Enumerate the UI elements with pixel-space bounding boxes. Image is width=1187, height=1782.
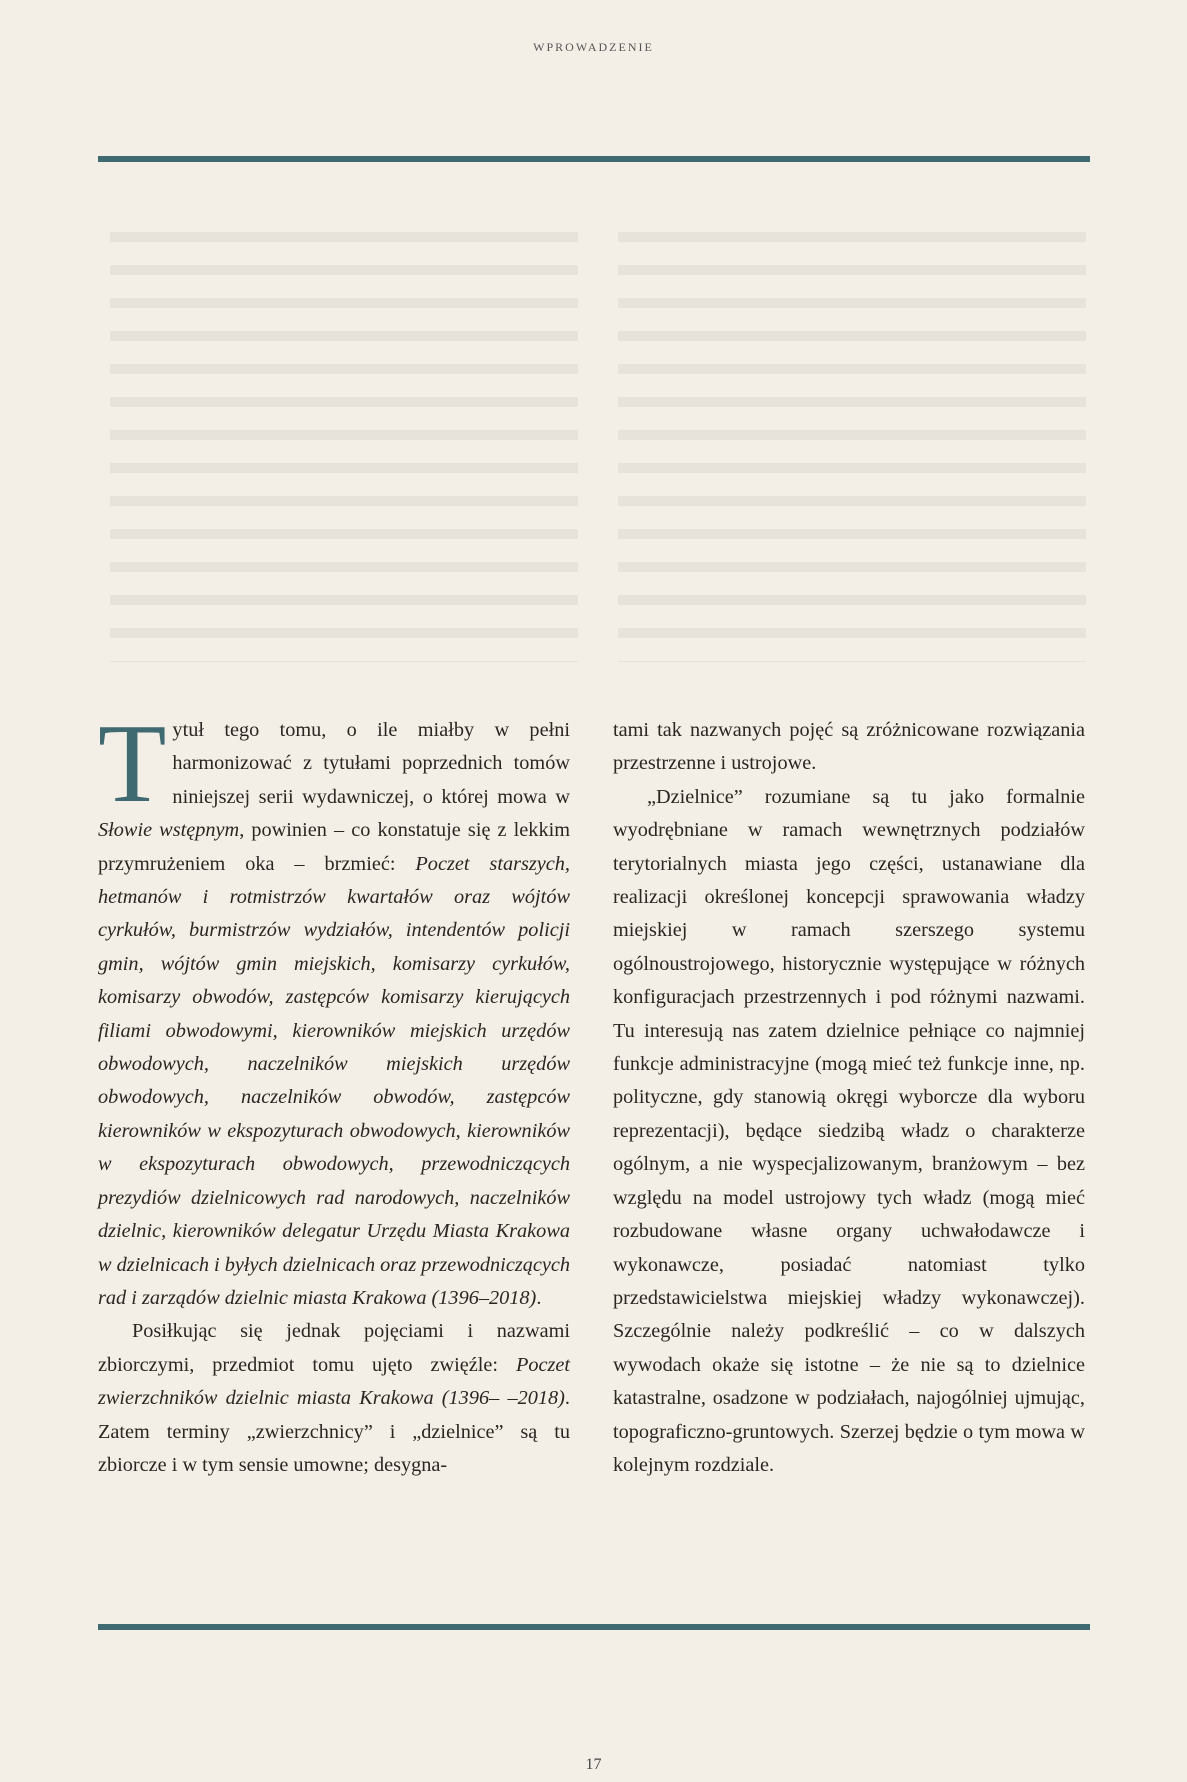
drop-cap: T: [98, 702, 167, 826]
p1-mid: , powinien – co konstatuje się z lekkim przymrużeniem oka – brzmieć:: [98, 819, 570, 875]
p1-end: .: [536, 1286, 542, 1309]
top-rule: [98, 156, 1090, 162]
p1-text: ytuł tego tomu, o ile miałby w pełni harmonizować z tytułami poprzednich tomów niniejszej serii wydawniczej, o której mowa w: [172, 719, 570, 808]
running-head: WPROWADZENIE: [533, 40, 654, 54]
right-column: [613, 714, 1085, 1482]
left-column: [98, 702, 570, 1482]
p2-italic-title: Poczet zwierzchników dzielnic miasta Krakowa (1396– –2018): [98, 1353, 570, 1410]
bottom-rule: [98, 1624, 1090, 1630]
p1-italic-title: Słowie wstępnym: [98, 819, 240, 842]
paragraph-1: [98, 702, 570, 1315]
bleed-through-left: [110, 232, 578, 662]
p2-start: Posiłkując się jednak pojęciami i nazwami zbiorczymi, przedmiot tomu ujęto zwięźle:: [98, 1320, 570, 1376]
p2-end: . Zatem terminy „zwierzchnicy” i „dzielnice” są tu zbiorcze i w tym sensie umowne; desygna-: [98, 1387, 570, 1476]
paragraph-3: tami tak nazwanych pojęć są zróżnicowane rozwiązania przestrzenne i ustrojowe.: [613, 719, 1085, 775]
p1-italic-long-title: Poczet starszych, hetmanów i rotmistrzów kwartałów oraz wójtów cyrkułów, burmistrzów wydziałów, intendentów policji gmin, wójtów gmin miejskich, komisarzy cyrkułów, komisarzy obwodów, zastępców komisarzy kierujących filiami obwodowymi, kierowników miejskich urzędów obwodowych, naczelników miejskich urzędów obwodowych, naczelników obwodów, zastępców kierowników w ekspozyturach obwodowych, kierowników w ekspozyturach obwodowych, przewodniczących prezydiów dzielnicowych rad narodowych, naczelników dzielnic, kierowników delegatur Urzędu Miasta Krakowa w dzielnicach i byłych dzielnicach oraz przewodniczących rad i zarządów dzielnic miasta Krakowa (1396–2018): [98, 852, 570, 1309]
paragraph-4: „Dzielnice” rozumiane są tu jako formalnie wyodrębniane w ramach wewnętrznych podziałów terytorialnych miasta jego części, ustanawiane dla realizacji określonej koncepcji sprawowania władzy miejskiej w ramach szerszego systemu ogólnoustrojowego, historycznie występujące w różnych konfiguracjach przestrzennych i pod różnymi nazwami. Tu interesują nas zatem dzielnice pełniące co najmniej funkcje administracyjne (mogą mieć też funkcje inne, np. polityczne, gdy stanowią okręgi wyborcze dla wyboru reprezentacji), będące siedzibą władz o charakterze ogólnym, a nie wyspecjalizowanym, branżowym – bez względu na model ustrojowy tych władz (mogą mieć rozbudowane własne organy uchwałodawcze i wykonawcze, posiadać natomiast tylko przedstawicielstwa miejskiej władzy wykonawczej). Szczególnie należy podkreślić – co w dalszych wywodach okaże się istotne – że nie są to dzielnice katastralne, osadzone w podziałach, najogólniej ujmując, topograficzno-gruntowych. Szerzej będzie o tym mowa w kolejnym rozdziale.: [613, 785, 1085, 1476]
paragraph-2: [98, 1315, 570, 1482]
page-number: 17: [585, 1756, 602, 1773]
bleed-through-right: [618, 232, 1086, 662]
